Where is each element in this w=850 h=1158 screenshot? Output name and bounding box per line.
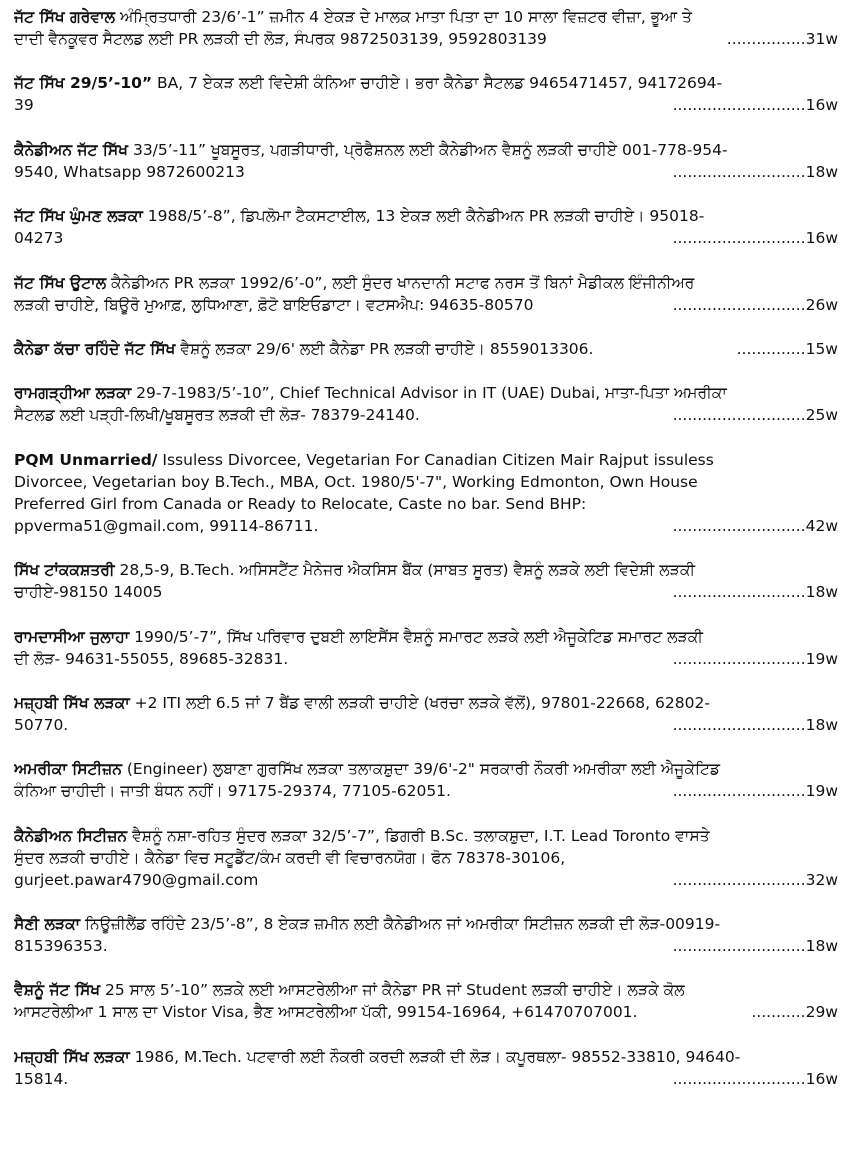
- ad-word-count: ...........................18w: [672, 162, 838, 181]
- ad-heading: ਜੱਟ ਸਿੱਖ 29/5’-10”: [14, 74, 153, 93]
- ad-text: 29-7-1983/5’-10”, Chief Technical Advisor in IT (UAE) Dubai, ਮਾਤਾ-ਪਿਤਾ ਅਮਰੀਕਾ: [136, 384, 727, 403]
- classified-ad: [14, 758, 838, 802]
- ad-text: 15814.: [14, 1069, 69, 1088]
- ad-line: [14, 493, 838, 515]
- ad-word-count: ...........................16w: [672, 229, 838, 248]
- ad-text: 28,5-9, B.Tech. ਅਸਿਸਟੈਂਟ ਮੈਨੇਜਰ ਐਕਸਿਸ ਬੈਂਕ (ਸਾਬਤ ਸੂਰਤ) ਵੈਸ਼ਨੂੰ ਲੜਕੇ ਲਈ ਵਿਦੇਸ਼ੀ ਲੜਕੀ: [119, 561, 696, 580]
- classified-ad: [14, 449, 838, 537]
- ad-line: [14, 139, 838, 161]
- ad-word-count: ..............15w: [736, 339, 838, 358]
- ad-line: [14, 272, 838, 294]
- ad-text: ਸੁੰਦਰ ਲੜਕੀ ਚਾਹੀਏ। ਕੈਨੇਡਾ ਵਿਚ ਸਟੂਡੈਂਟ/ਕੰਮ ਕਰਦੀ ਵੀ ਵਿਚਾਰਨਯੋਗ। ਫੋਨ 78378-30106,: [14, 848, 566, 867]
- ad-heading: ਰਾਮਗੜ੍ਹੀਆ ਲੜਕਾ: [14, 384, 132, 403]
- ad-line: [14, 205, 838, 227]
- ad-heading: ਮਜ਼੍ਹਬੀ ਸਿੱਖ ਲੜਕਾ: [14, 1047, 130, 1066]
- ad-text: ppverma51@gmail.com, 99114-86711.: [14, 516, 319, 535]
- ad-line: [14, 449, 838, 471]
- ad-line: [14, 979, 838, 1001]
- ad-text: ਦੀ ਲੋੜ- 94631-55055, 89685-32831.: [14, 649, 289, 668]
- ad-last-line: [14, 1001, 838, 1023]
- ad-line: [14, 692, 838, 714]
- ad-text: 04273: [14, 229, 64, 248]
- ad-text: ਦਾਦੀ ਵੈਨਕੂਵਰ ਸੈਟਲਡ ਲਈ PR ਲੜਕੀ ਦੀ ਲੋੜ, ਸੰਪਰਕ 9872503139, 9592803139: [14, 30, 547, 48]
- ad-last-line: [14, 935, 838, 957]
- classified-ad: [14, 825, 838, 891]
- classified-ad: [14, 913, 838, 957]
- ad-text: 1988/5’-8”, ਡਿਪਲੋਮਾ ਟੈਕਸਟਾਈਲ, 13 ਏਕੜ ਲਈ ਕੈਨੇਡੀਅਨ PR ਲੜਕੀ ਚਾਹੀਏ। 95018-: [147, 207, 705, 226]
- ad-heading: ਮਜ਼੍ਹਬੀ ਸਿੱਖ ਲੜਕਾ: [14, 693, 130, 712]
- ad-text: Preferred Girl from Canada or Ready to Relocate, Caste no bar. Send BHP:: [14, 494, 587, 513]
- ad-last-line: [14, 404, 838, 426]
- ad-heading: ਜੱਟ ਸਿੱਖ ਉਟਾਲ: [14, 273, 107, 292]
- ad-last-line: [14, 338, 838, 360]
- ad-text: ਵੈਸ਼ਨੂੰ ਨਸ਼ਾ-ਰਹਿਤ ਸੁੰਦਰ ਲੜਕਾ 32/5’-7”, ਡਿਗਰੀ B.Sc. ਤਲਾਕਸ਼ੁਦਾ, I.T. Lead Toronto ਵਾਸਤੇ: [132, 826, 710, 845]
- ad-word-count: ...........................26w: [672, 295, 838, 314]
- ad-text: 25 ਸਾਲ 5’-10” ਲੜਕੇ ਲਈ ਆਸਟਰੇਲੀਆ ਜਾਂ ਕੈਨੇਡਾ PR ਜਾਂ Student ਲੜਕੀ ਚਾਹੀਏ। ਲੜਕੇ ਕੋਲ: [105, 981, 685, 1000]
- ad-heading: ਜੱਟ ਸਿੱਖ ਘੁੰਮਣ ਲੜਕਾ: [14, 207, 143, 226]
- ad-line: [14, 626, 838, 648]
- ad-text: ਵੈਸ਼ਨੂੰ ਲੜਕਾ 29/6' ਲਈ ਕੈਨੇਡਾ PR ਲੜਕੀ ਚਾਹੀਏ। 8559013306.: [180, 339, 594, 358]
- ad-heading: ਸਿੱਖ ਟਾਂਕਕਸ਼ਤਰੀ: [14, 561, 115, 580]
- ad-word-count: ...........................16w: [672, 96, 838, 115]
- ad-word-count: ...........................19w: [672, 782, 838, 801]
- ad-word-count: ...........................32w: [672, 870, 838, 889]
- ad-heading: ਸੈਣੀ ਲੜਕਾ: [14, 915, 81, 934]
- ad-line: [14, 72, 838, 94]
- ad-word-count: ...........29w: [751, 1003, 838, 1022]
- classified-ad: [14, 382, 838, 426]
- ad-text: 39: [14, 96, 34, 115]
- ad-last-line: [14, 1068, 838, 1090]
- ad-line: [14, 847, 838, 869]
- ad-line: [14, 913, 838, 935]
- ad-text: +2 ITI ਲਈ 6.5 ਜਾਂ 7 ਬੈਂਡ ਵਾਲੀ ਲੜਕੀ ਚਾਹੀਏ (ਖਰਚਾ ਲੜਕੇ ਵੱਲੋਂ), 97801-22668, 62802-: [134, 693, 710, 712]
- ad-heading: ਕੈਨੇਡੀਅਨ ਸਿਟੀਜ਼ਨ: [14, 826, 128, 845]
- ad-last-line: [14, 780, 838, 802]
- ad-heading: ਅਮਰੀਕਾ ਸਿਟੀਜ਼ਨ: [14, 760, 122, 779]
- ad-heading: ਕੈਨੇਡਾ ਕੱਚਾ ਰਹਿੰਦੇ ਜੱਟ ਸਿੱਖ: [14, 339, 176, 358]
- ad-text: 50770.: [14, 715, 69, 734]
- classified-ad: [14, 559, 838, 603]
- ad-heading: ਜੱਟ ਸਿੱਖ ਗਰੇਵਾਲ: [14, 8, 116, 26]
- ad-text: 815396353.: [14, 937, 108, 956]
- ad-last-line: [14, 161, 838, 183]
- classified-ad: [14, 272, 838, 316]
- ad-text: ਅੰਮ੍ਰਿਤਧਾਰੀ 23/6’-1” ਜ਼ਮੀਨ 4 ਏਕੜ ਦੇ ਮਾਲਕ ਮਾਤਾ ਪਿਤਾ ਦਾ 10 ਸਾਲਾ ਵਿਜ਼ਟਰ ਵੀਜ਼ਾ, ਭੂਆ ਤੇ: [119, 8, 692, 26]
- ad-heading: PQM Unmarried/: [14, 450, 158, 469]
- classified-ad: [14, 6, 838, 50]
- ad-text: 1986, M.Tech. ਪਟਵਾਰੀ ਲਈ ਨੌਕਰੀ ਕਰਦੀ ਲੜਕੀ ਦੀ ਲੋੜ। ਕਪੂਰਥਲਾ- 98552-33810, 94640-: [134, 1047, 741, 1066]
- ad-text: ਆਸਟਰੇਲੀਆ 1 ਸਾਲ ਦਾ Vistor Visa, ਭੈਣ ਆਸਟਰੇਲੀਆ ਪੱਕੀ, 99154-16964, +61470707001.: [14, 1003, 638, 1022]
- classified-ad: [14, 979, 838, 1023]
- ad-line: [14, 559, 838, 581]
- classified-ad: [14, 338, 838, 360]
- ad-last-line: [14, 581, 838, 603]
- ad-last-line: [14, 227, 838, 249]
- ad-line: [14, 382, 838, 404]
- ad-text: 33/5’-11” ਖੂਬਸੂਰਤ, ਪਗੜੀਧਾਰੀ, ਪ੍ਰੋਫੈਸ਼ਨਲ ਲਈ ਕੈਨੇਡੀਅਨ ਵੈਸ਼ਨੂੰ ਲੜਕੀ ਚਾਹੀਏ 001-778-954-: [132, 140, 728, 159]
- ad-word-count: ................31w: [726, 30, 838, 48]
- ad-text: 1990/5’-7”, ਸਿੱਖ ਪਰਿਵਾਰ ਦੁਬਈ ਲਾਇਸੈਂਸ ਵੈਸ਼ਨੂੰ ਸਮਾਰਟ ਲੜਕੇ ਲਈ ਐਜੂਕੇਟਿਡ ਸਮਾਰਟ ਲੜਕੀ: [134, 627, 703, 646]
- ad-last-line: [14, 714, 838, 736]
- ad-text: ਕੈਨੇਡੀਅਨ PR ਲੜਕਾ 1992/6’-0”, ਲਈ ਸੁੰਦਰ ਖਾਨਦਾਨੀ ਸਟਾਫ ਨਰਸ ਤੋਂ ਬਿਨਾਂ ਮੈਡੀਕਲ ਇੰਜੀਨੀਅਰ: [110, 273, 695, 292]
- ad-last-line: [14, 294, 838, 316]
- ad-line: [14, 1046, 838, 1068]
- ad-word-count: ...........................19w: [672, 649, 838, 668]
- ad-text: ਲੜਕੀ ਚਾਹੀਏ, ਬਿਊਰੋ ਮੁਆਫ਼, ਲੁਧਿਆਣਾ, ਫ਼ੋਟੋ ਬਾਇਓਡਾਟਾ। ਵਟਸਐਪ: 94635-80570: [14, 295, 534, 314]
- ad-line: [14, 6, 838, 28]
- ad-text: ਕੰਨਿਆ ਚਾਹੀਦੀ। ਜਾਤੀ ਬੰਧਨ ਨਹੀਂ। 97175-29374, 77105-62051.: [14, 782, 451, 801]
- classified-ad: [14, 139, 838, 183]
- ad-text: Issuless Divorcee, Vegetarian For Canadian Citizen Mair Rajput issuless: [162, 450, 714, 469]
- ad-last-line: [14, 869, 838, 891]
- ad-line: [14, 471, 838, 493]
- ad-heading: ਰਾਮਦਾਸੀਆ ਜੁਲਾਹਾ: [14, 627, 130, 646]
- ad-word-count: ...........................18w: [672, 937, 838, 956]
- ad-word-count: ...........................18w: [672, 583, 838, 602]
- ad-last-line: [14, 28, 838, 50]
- ad-text: gurjeet.pawar4790@gmail.com: [14, 870, 259, 889]
- classified-ad: [14, 72, 838, 116]
- ad-last-line: [14, 94, 838, 116]
- classified-ad: [14, 1046, 838, 1090]
- ad-line: [14, 825, 838, 847]
- ad-word-count: ...........................25w: [672, 406, 838, 425]
- ad-word-count: ...........................16w: [672, 1069, 838, 1088]
- ad-word-count: ...........................18w: [672, 715, 838, 734]
- ad-word-count: ...........................42w: [672, 516, 838, 535]
- ad-text: (Engineer) ਲੁਬਾਣਾ ਗੁਰਸਿੱਖ ਲੜਕਾ ਤਲਾਕਸ਼ੁਦਾ 39/6'-2" ਸਰਕਾਰੀ ਨੌਕਰੀ ਅਮਰੀਕਾ ਲਈ ਐਜੂਕੇਟਿਡ: [126, 760, 720, 779]
- ad-last-line: [14, 515, 838, 537]
- ad-text: ਸੈਟਲਡ ਲਈ ਪੜ੍ਹੀ-ਲਿਖੀ/ਖੂਬਸੂਰਤ ਲੜਕੀ ਦੀ ਲੋੜ- 78379-24140.: [14, 406, 420, 425]
- classified-ad: [14, 626, 838, 670]
- ad-text: ਚਾਹੀਏ-98150 14005: [14, 583, 163, 602]
- ad-last-line: [14, 648, 838, 670]
- ad-text: 9540, Whatsapp 9872600213: [14, 162, 245, 181]
- ad-line: [14, 758, 838, 780]
- ad-text: ਨਿਊਜ਼ੀਲੈਂਡ ਰਹਿੰਦੇ 23/5’-8”, 8 ਏਕੜ ਜ਼ਮੀਨ ਲਈ ਕੈਨੇਡੀਅਨ ਜਾਂ ਅਮਰੀਕਾ ਸਿਟੀਜ਼ਨ ਲੜਕੀ ਦੀ ਲੋੜ-00919-: [85, 915, 721, 934]
- ad-heading: ਵੈਸ਼ਨੂੰ ਜੱਟ ਸਿੱਖ: [14, 981, 101, 1000]
- classified-ad: [14, 692, 838, 736]
- ad-text: BA, 7 ਏਕੜ ਲਈ ਵਿਦੇਸ਼ੀ ਕੰਨਿਆ ਚਾਹੀਏ। ਭਰਾ ਕੈਨੇਡਾ ਸੈਟਲਡ 9465471457, 94172694-: [157, 74, 723, 93]
- ad-heading: ਕੈਨੇਡੀਅਨ ਜੱਟ ਸਿੱਖ: [14, 140, 129, 159]
- ad-text: Divorcee, Vegetarian boy B.Tech., MBA, Oct. 1980/5'-7", Working Edmonton, Own House: [14, 472, 698, 491]
- classified-ad: [14, 205, 838, 249]
